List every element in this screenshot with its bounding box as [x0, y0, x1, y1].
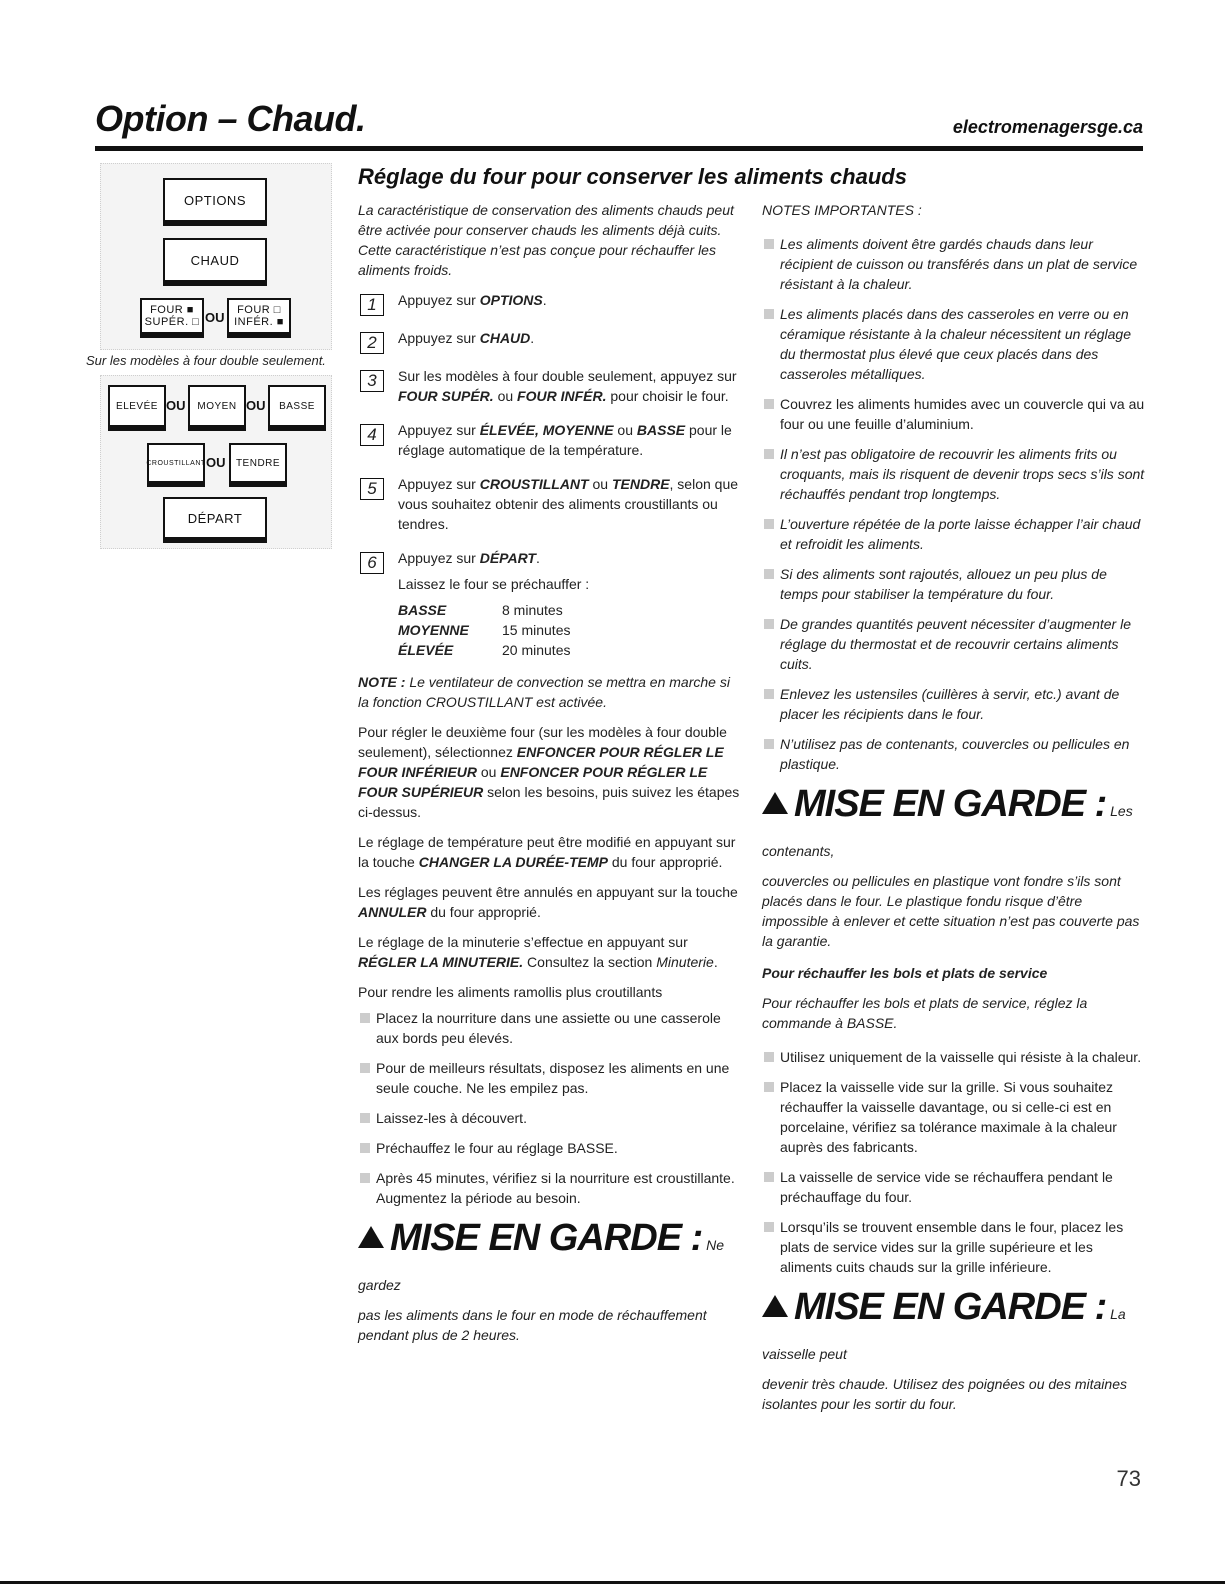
- preheat-time: 8 minutes: [502, 602, 563, 618]
- section-ref: Minuterie: [656, 954, 714, 970]
- site-url: electromenagersge.ca: [952, 117, 1143, 137]
- step-key: BASSE: [636, 422, 686, 438]
- warning-1: [358, 1218, 740, 1345]
- preheat-time: 20 minutes: [502, 642, 571, 658]
- warning-text: Ne gardez: [358, 1237, 725, 1293]
- warning-icon: [358, 1226, 384, 1248]
- note-item: N’utilisez pas de contenants, couvercles ou pellicules en plastique.: [762, 734, 1146, 774]
- warning-text: pas les aliments dans le four en mode de réchauffement pendant plus de 2 heures.: [358, 1307, 707, 1343]
- step-key: TENDRE: [611, 476, 670, 492]
- step-number: 1: [360, 294, 384, 316]
- middle-column: [358, 200, 740, 1345]
- list-item: Après 45 minutes, vérifiez si la nourriture est croustillante. Augmentez la période au besoin.: [358, 1168, 740, 1208]
- four-super-button: FOUR ■ SUPÉR. □: [140, 298, 204, 334]
- step-text: , selon que vous souhaitez obtenir des aliments croustillants ou tendres.: [398, 476, 739, 532]
- step-key: CROUSTILLANT: [479, 476, 589, 492]
- bottom-rule: [0, 1581, 1225, 1584]
- step-number: 4: [360, 424, 384, 446]
- text: Le réglage de température peut être modifié en appuyant sur la touche: [358, 834, 736, 870]
- note-item: Les aliments doivent être gardés chauds dans leur récipient de cuisson ou transférés dans un plat de service résistant à la chaleur.: [762, 234, 1146, 294]
- step-key: DÉPART: [479, 550, 536, 566]
- warning-2: [762, 784, 1146, 951]
- warning-text: couvercles ou pellicules en plastique vont fondre s’ils sont placés dans le four. Le plastique fondu risque d’être impossible à enlever et cette situation n’est pas couverte pas la garantie.: [762, 873, 1140, 949]
- step-number: 6: [360, 552, 384, 574]
- step-6: [358, 548, 740, 572]
- step-text: .: [542, 292, 547, 308]
- step-text: .: [530, 330, 535, 346]
- ou-label: OU: [246, 398, 266, 413]
- step-3: [358, 366, 740, 406]
- step-key: ÉLEVÉE, MOYENNE: [479, 422, 614, 438]
- note-item: Couvrez les aliments humides avec un couvercle qui va au four ou une feuille d’aluminium.: [762, 394, 1146, 434]
- step-number: 2: [360, 332, 384, 354]
- list-item: Laissez-les à découvert.: [358, 1108, 740, 1128]
- step-text: pour choisir le four.: [606, 388, 729, 404]
- list-item: Placez la nourriture dans une assiette ou une casserole aux bords peu élevés.: [358, 1008, 740, 1048]
- section-title: Réglage du four pour conserver les aliments chauds: [358, 164, 907, 189]
- list-item: La vaisselle de service vide se réchauffera pendant le préchauffage du four.: [762, 1167, 1146, 1207]
- step-text: Appuyez sur: [398, 330, 480, 346]
- step-text: Appuyez sur: [398, 422, 480, 438]
- step-key: CHAUD: [479, 330, 531, 346]
- warning-icon: [762, 792, 788, 814]
- step-text: ou: [493, 388, 518, 404]
- text: selon les besoins, puis suivez les étapes ci-dessus.: [358, 784, 740, 820]
- warning-text: Les contenants,: [762, 803, 1133, 859]
- page-number: 73: [1116, 1466, 1141, 1491]
- list-item: Préchauffez le four au réglage BASSE.: [358, 1138, 740, 1158]
- step-text: pour le réglage automatique de la température.: [398, 422, 732, 458]
- step-text: Appuyez sur: [398, 292, 480, 308]
- warning-text: devenir très chaude. Utilisez des poignées ou des mitaines isolantes pour les sortir du four.: [762, 1376, 1127, 1412]
- note-label: NOTE :: [358, 674, 406, 690]
- step-text: Sur les modèles à four double seulement, appuyez sur: [398, 368, 737, 384]
- preheat-level: MOYENNE: [398, 622, 469, 638]
- step-number: 5: [360, 478, 384, 500]
- note-item: Les aliments placés dans des casseroles en verre ou en céramique résistante à la chaleur nécessitent un réglage du thermostat plus élevé que ceux placés dans des casseroles métalliques.: [762, 304, 1146, 384]
- note-item: Enlevez les ustensiles (cuillères à servir, etc.) avant de placer les récipients dans le four.: [762, 684, 1146, 724]
- step-2: [358, 328, 740, 352]
- note-item: Si des aliments sont rajoutés, allouez un peu plus de temps pour stabiliser la température du four.: [762, 564, 1146, 604]
- step-text: .: [536, 550, 540, 566]
- preheat-level: ÉLEVÉE: [398, 642, 454, 658]
- key-text: RÉGLER LA MINUTERIE.: [358, 954, 524, 970]
- preheat-table: [398, 600, 740, 660]
- warning-3: [762, 1287, 1146, 1414]
- moyen-button: MOYEN: [188, 385, 246, 427]
- step-1: [358, 290, 740, 314]
- preheat-row: [398, 600, 740, 620]
- intro-text: La caractéristique de conservation des aliments chauds peut être activée pour conserver chauds les aliments déjà cuits. Cette caractéristique n’est pas conçue pour réchauffer les aliments froids.: [358, 202, 734, 278]
- step-4: [358, 420, 740, 460]
- temp-change-paragraph: [358, 832, 740, 872]
- text: .: [713, 954, 718, 970]
- second-oven-paragraph: [358, 722, 740, 822]
- double-oven-note: Sur les modèles à four double seulement.: [86, 353, 326, 368]
- step-number: 3: [360, 370, 384, 392]
- warning-icon: [762, 1295, 788, 1317]
- key-text: ENFONCER POUR RÉGLER LE FOUR SUPÉRIEUR: [358, 764, 708, 800]
- warning-text: La vaisselle peut: [762, 1306, 1126, 1362]
- step-5: [358, 474, 740, 534]
- list-item: Utilisez uniquement de la vaisselle qui résiste à la chaleur.: [762, 1047, 1146, 1067]
- preheat-row: [398, 620, 740, 640]
- key-text: CHANGER LA DURÉE-TEMP: [418, 854, 608, 870]
- tendre-button: TENDRE: [229, 443, 287, 483]
- croustillant-button: CROUSTILLANT: [147, 443, 205, 483]
- list-item: Lorsqu’ils se trouvent ensemble dans le four, placez les plats de service vides sur la grille supérieure et les aliments cuits chauds sur la grille inférieure.: [762, 1217, 1146, 1277]
- warning-heading: MISE EN GARDE :: [794, 783, 1107, 825]
- four-infer-button: FOUR □ INFÉR. ■: [227, 298, 291, 334]
- bowls-intro: Pour réchauffer les bols et plats de service, réglez la commande à BASSE.: [762, 995, 1088, 1031]
- step-text: ou: [588, 476, 612, 492]
- note-paragraph: [358, 672, 740, 712]
- text: Consultez la section: [523, 954, 657, 970]
- warning-heading: MISE EN GARDE :: [390, 1217, 703, 1259]
- text: Pour régler le deuxième four (sur les modèles à four double seulement), sélectionnez: [358, 724, 727, 760]
- cancel-paragraph: [358, 882, 740, 922]
- text: du four approprié.: [426, 904, 541, 920]
- list-item: Placez la vaisselle vide sur la grille. Si vous souhaitez réchauffer la vaisselle davantage, ou si celle-ci est en porcelaine, vérifiez sa tolérance maximale à la chaleur auprès des fabricants.: [762, 1077, 1146, 1157]
- step-text: Appuyez sur: [398, 550, 480, 566]
- step-key: FOUR INFÉR.: [517, 388, 607, 404]
- bowls-title: Pour réchauffer les bols et plats de service: [762, 965, 1048, 981]
- step-key: FOUR SUPÉR.: [398, 388, 494, 404]
- note-text: Le ventilateur de convection se mettra en marche si la fonction CROUSTILLANT est activée.: [358, 674, 730, 710]
- text: du four approprié.: [607, 854, 723, 870]
- warning-heading: MISE EN GARDE :: [794, 1286, 1107, 1328]
- step-text: Appuyez sur: [398, 476, 480, 492]
- page-title: Option – Chaud.: [95, 98, 366, 139]
- ou-label: OU: [205, 310, 225, 325]
- step-key: OPTIONS: [479, 292, 543, 308]
- options-button: OPTIONS: [163, 178, 267, 222]
- key-text: ENFONCER POUR RÉGLER LE FOUR INFÉRIEUR: [358, 744, 724, 780]
- list-item: Pour de meilleurs résultats, disposez les aliments en une seule couche. Ne les empilez pas.: [358, 1058, 740, 1098]
- step-text: ou: [613, 422, 637, 438]
- key-text: ANNULER: [358, 904, 427, 920]
- elevee-button: ELEVÉE: [108, 385, 166, 427]
- chaud-button: CHAUD: [163, 238, 267, 282]
- text: Les réglages peuvent être annulés en appuyant sur la touche: [358, 884, 738, 900]
- basse-button: BASSE: [268, 385, 326, 427]
- preheat-time: 15 minutes: [502, 622, 571, 638]
- timer-paragraph: [358, 932, 740, 972]
- note-item: L’ouverture répétée de la porte laisse échapper l’air chaud et refroidit les aliments.: [762, 514, 1146, 554]
- note-item: De grandes quantités peuvent nécessiter d’augmenter le réglage du thermostat et de recouvrir certains aliments cuits.: [762, 614, 1146, 674]
- notes-title: NOTES IMPORTANTES :: [762, 202, 922, 218]
- preheat-row: [398, 640, 740, 660]
- header-rule: [95, 146, 1143, 151]
- preheat-level: BASSE: [398, 602, 447, 618]
- preheat-intro: Laissez le four se préchauffer :: [398, 576, 590, 592]
- note-item: Il n’est pas obligatoire de recouvrir les aliments frits ou croquants, mais ils risquent de devenir trops secs s’ils sont réchauffés pendant trop longtemps.: [762, 444, 1146, 504]
- crisp-intro: Pour rendre les aliments ramollis plus croutillants: [358, 984, 663, 1000]
- depart-button: DÉPART: [163, 497, 267, 539]
- text: ou: [477, 764, 501, 780]
- text: Le réglage de la minuterie s’effectue en appuyant sur: [358, 934, 688, 950]
- ou-label: OU: [206, 455, 226, 470]
- ou-label: OU: [166, 398, 186, 413]
- right-column: [762, 200, 1146, 1414]
